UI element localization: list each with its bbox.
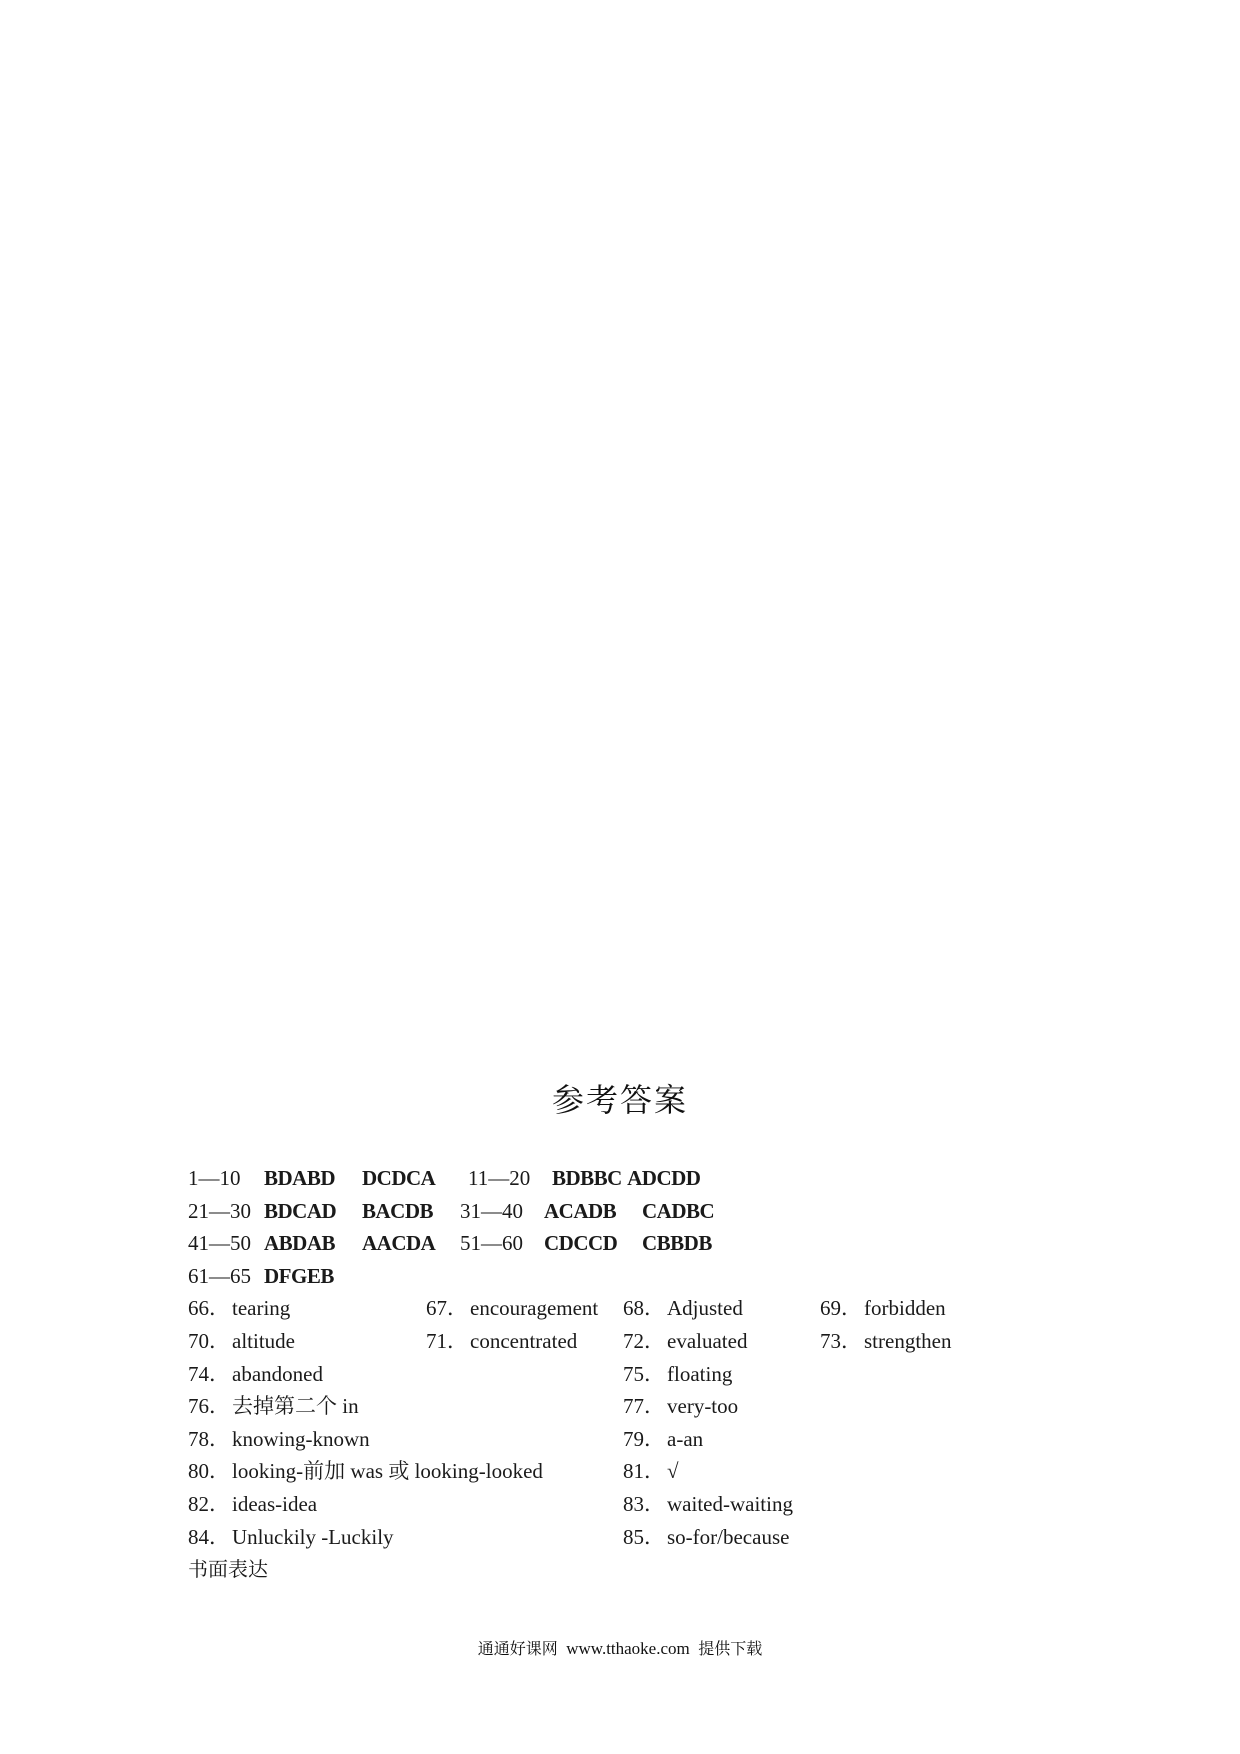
correction-row [188,1423,714,1456]
mc-row [188,1162,714,1195]
answer-item [623,1488,793,1521]
mc-group: CDCCD [544,1231,618,1256]
item-number: 69． [820,1296,862,1321]
page-title: 参考答案 [551,1081,688,1119]
mc-group: ABDAB [264,1231,336,1256]
item-answer: evaluated [667,1328,748,1353]
item-answer: altitude [232,1328,295,1353]
item-answer: looking-前加 was 或 looking-looked [232,1459,543,1484]
answer-item [188,1325,295,1358]
answer-item [188,1292,290,1325]
mc-group: DCDCA [362,1166,436,1190]
mc-group: CADBC [642,1198,715,1223]
page-footer [0,1636,1240,1659]
item-number: 84． [188,1524,230,1549]
mc-group: ACADB [544,1198,617,1223]
item-number: 79． [623,1426,665,1451]
answer-item [188,1455,543,1488]
mc-row [188,1195,714,1228]
answer-item [623,1390,738,1423]
item-answer: a-an [667,1426,704,1451]
answer-item [623,1292,743,1325]
item-answer: √ [667,1459,679,1484]
answer-item [188,1521,394,1554]
item-number: 67． [426,1296,468,1321]
mc-range: 31—40 [460,1198,523,1223]
item-number: 66． [188,1296,230,1321]
correction-row [188,1521,790,1554]
mc-group: DFGEB [264,1263,334,1288]
mc-range: 1—10 [188,1166,241,1190]
answer-item [623,1325,747,1358]
item-number: 73． [820,1328,862,1353]
word-row [188,1325,952,1358]
mc-group: BDBBC [552,1166,622,1190]
item-number: 75． [623,1361,665,1386]
item-answer: very-too [667,1394,739,1419]
mc-group: AACDA [362,1231,436,1256]
answer-item [188,1358,323,1391]
answer-item [426,1325,577,1358]
item-number: 76． [188,1394,230,1419]
item-number: 85． [623,1524,665,1549]
item-answer: encouragement [470,1296,599,1321]
item-answer: knowing-known [232,1426,370,1451]
item-number: 83． [623,1491,665,1516]
item-number: 68． [623,1296,665,1321]
item-answer: strengthen [864,1328,952,1353]
answer-item [623,1358,732,1391]
mc-group: ADCDD [627,1166,701,1190]
correction-row [188,1390,739,1423]
item-answer: waited-waiting [667,1491,793,1516]
answer-item [426,1292,598,1325]
correction-row [188,1488,793,1521]
mc-range: 21—30 [188,1198,251,1223]
item-answer: Unluckily -Luckily [232,1524,394,1549]
answers-block [188,1162,952,1586]
mc-group: BDCAD [264,1198,337,1223]
item-answer: floating [667,1361,733,1386]
answer-item [820,1325,951,1358]
footer-site-url: www.tthaoke.com [566,1639,690,1658]
item-number: 70． [188,1328,230,1353]
answer-item [188,1390,359,1423]
mc-range: 51—60 [460,1231,523,1256]
item-answer: abandoned [232,1361,323,1386]
item-answer: forbidden [864,1296,946,1321]
footer-site-name: 通通好课网 [477,1639,558,1658]
word-row [188,1292,946,1325]
mc-range: 41—50 [188,1231,251,1256]
item-answer: so-for/because [667,1524,790,1549]
item-number: 82． [188,1491,230,1516]
item-answer: concentrated [470,1328,578,1353]
mc-row [188,1227,714,1260]
item-number: 74． [188,1361,230,1386]
item-answer: 去掉第二个 in [232,1394,359,1419]
answer-item [188,1423,370,1456]
correction-row [188,1455,714,1488]
answer-item [623,1521,789,1554]
correction-row [188,1358,733,1391]
mc-range: 61—65 [188,1263,251,1288]
item-answer: tearing [232,1296,291,1321]
item-number: 80． [188,1459,230,1484]
mc-group: CBBDB [642,1231,712,1256]
answer-item [623,1455,679,1488]
mc-group: BACDB [362,1198,434,1223]
mc-group: BDABD [264,1166,336,1190]
mc-row [188,1260,714,1293]
item-number: 81． [623,1459,665,1484]
item-answer: Adjusted [667,1296,743,1321]
item-number: 77． [623,1394,665,1419]
item-number: 78． [188,1426,230,1451]
answer-item [188,1488,317,1521]
item-answer: ideas-idea [232,1491,318,1516]
item-number: 72． [623,1328,665,1353]
answer-item [820,1292,946,1325]
mc-range: 11—20 [468,1166,531,1190]
answer-item [623,1423,703,1456]
footer-tail: 提供下载 [698,1639,763,1658]
item-number: 71． [426,1328,468,1353]
writing-heading: 书面表达 [188,1557,268,1582]
